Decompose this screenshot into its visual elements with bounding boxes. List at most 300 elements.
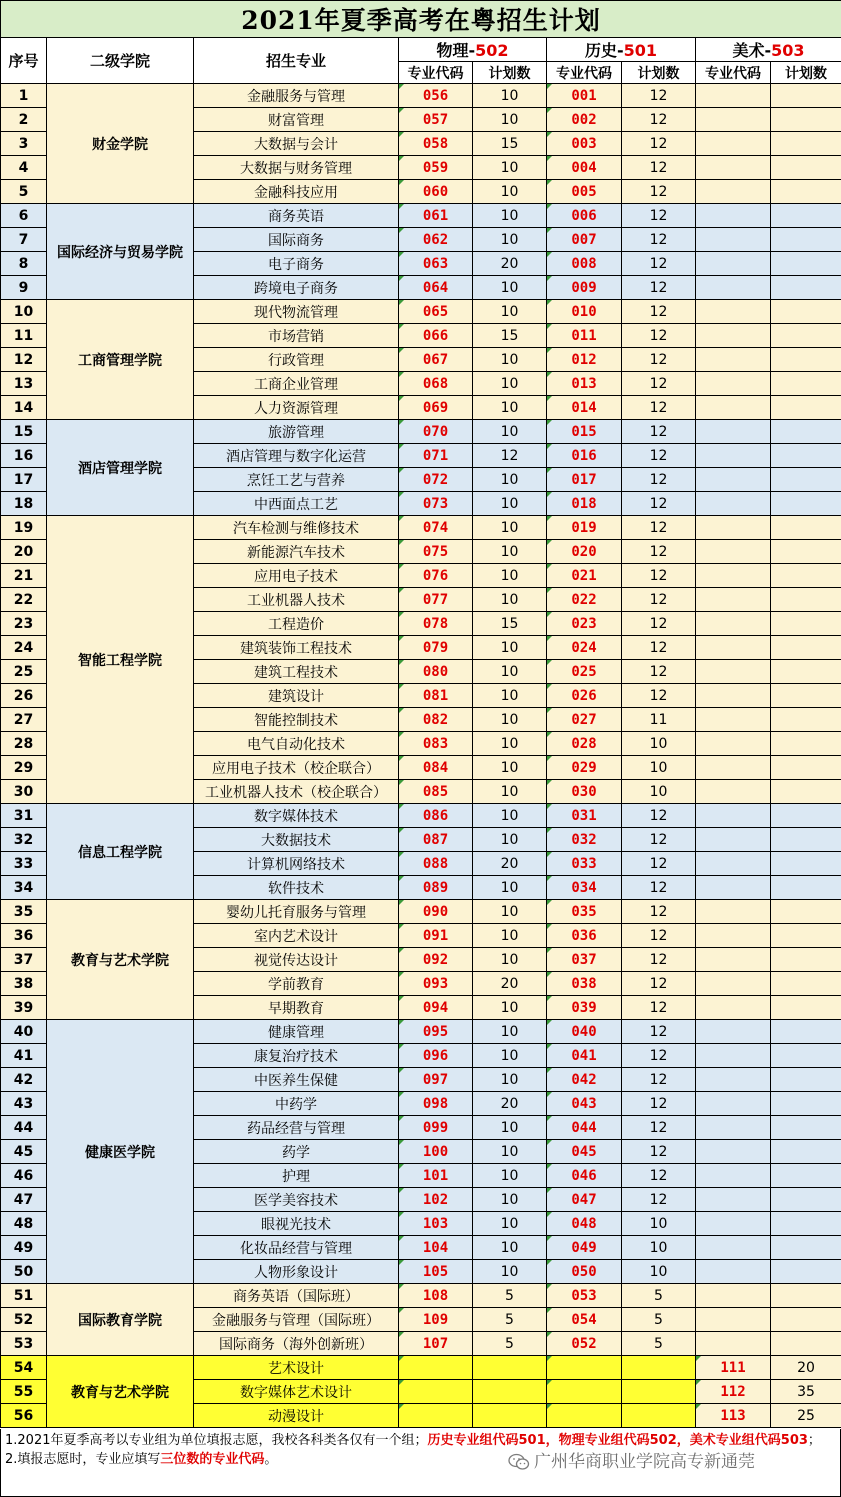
art-plan: 25 xyxy=(771,1404,841,1428)
history-plan: 12 xyxy=(622,924,696,948)
row-index: 14 xyxy=(1,396,47,420)
physics-plan: 10 xyxy=(473,708,547,732)
header-major: 招生专业 xyxy=(194,38,399,84)
physics-plan: 10 xyxy=(473,660,547,684)
watermark-text: 广州华商职业学院高专新通莞 xyxy=(534,1452,755,1472)
physics-plan: 10 xyxy=(473,396,547,420)
art-code xyxy=(696,708,771,732)
history-code: 014 xyxy=(547,396,622,420)
art-plan xyxy=(771,636,841,660)
college-name: 国际教育学院 xyxy=(47,1284,194,1356)
major-name: 工程造价 xyxy=(194,612,399,636)
art-code xyxy=(696,612,771,636)
physics-plan: 10 xyxy=(473,876,547,900)
history-code: 030 xyxy=(547,780,622,804)
history-plan: 10 xyxy=(622,756,696,780)
note-text: ； xyxy=(807,1433,821,1448)
art-plan xyxy=(771,348,841,372)
physics-plan: 5 xyxy=(473,1332,547,1356)
physics-code: 065 xyxy=(399,300,473,324)
row-index: 39 xyxy=(1,996,47,1020)
physics-code: 068 xyxy=(399,372,473,396)
art-code xyxy=(696,684,771,708)
history-plan: 12 xyxy=(622,156,696,180)
art-plan xyxy=(771,84,841,108)
history-code: 043 xyxy=(547,1092,622,1116)
history-code: 005 xyxy=(547,180,622,204)
row-index: 7 xyxy=(1,228,47,252)
major-name: 新能源汽车技术 xyxy=(194,540,399,564)
major-name: 酒店管理与数字化运营 xyxy=(194,444,399,468)
art-plan xyxy=(771,1068,841,1092)
major-name: 动漫设计 xyxy=(194,1404,399,1428)
history-plan: 11 xyxy=(622,708,696,732)
art-code xyxy=(696,660,771,684)
history-code: 001 xyxy=(547,84,622,108)
history-code: 047 xyxy=(547,1188,622,1212)
row-index: 18 xyxy=(1,492,47,516)
physics-code: 109 xyxy=(399,1308,473,1332)
note-text: 2.填报志愿时，专业应填写 xyxy=(5,1452,161,1467)
art-plan xyxy=(771,564,841,588)
art-plan xyxy=(771,972,841,996)
art-code xyxy=(696,1332,771,1356)
major-name: 金融科技应用 xyxy=(194,180,399,204)
art-plan xyxy=(771,780,841,804)
art-plan xyxy=(771,756,841,780)
major-name: 市场营销 xyxy=(194,324,399,348)
history-code: 010 xyxy=(547,300,622,324)
art-code xyxy=(696,516,771,540)
physics-code: 071 xyxy=(399,444,473,468)
art-code xyxy=(696,396,771,420)
row-index: 34 xyxy=(1,876,47,900)
physics-code: 060 xyxy=(399,180,473,204)
note-highlight: 三位数的专业代码 xyxy=(160,1452,265,1467)
physics-code: 082 xyxy=(399,708,473,732)
art-plan xyxy=(771,924,841,948)
table-row xyxy=(1,804,841,828)
physics-plan: 5 xyxy=(473,1284,547,1308)
physics-code: 097 xyxy=(399,1068,473,1092)
college-name: 教育与艺术学院 xyxy=(47,1356,194,1428)
table-row xyxy=(1,84,841,108)
group-label: 历史- xyxy=(584,41,624,60)
college-name: 酒店管理学院 xyxy=(47,420,194,516)
art-code xyxy=(696,1092,771,1116)
art-plan xyxy=(771,852,841,876)
major-name: 应用电子技术（校企联合） xyxy=(194,756,399,780)
history-code: 053 xyxy=(547,1284,622,1308)
history-plan: 12 xyxy=(622,204,696,228)
row-index: 1 xyxy=(1,84,47,108)
physics-plan: 15 xyxy=(473,612,547,636)
major-name: 金融服务与管理（国际班） xyxy=(194,1308,399,1332)
note-highlight: 历史专业组代码501，物理专业组代码502，美术专业组代码503 xyxy=(427,1433,808,1448)
row-index: 32 xyxy=(1,828,47,852)
major-name: 国际商务（海外创新班） xyxy=(194,1332,399,1356)
physics-plan: 20 xyxy=(473,1092,547,1116)
row-index: 2 xyxy=(1,108,47,132)
major-name: 婴幼儿托育服务与管理 xyxy=(194,900,399,924)
art-plan xyxy=(771,1092,841,1116)
art-plan xyxy=(771,372,841,396)
row-index: 29 xyxy=(1,756,47,780)
art-plan xyxy=(771,132,841,156)
physics-code: 076 xyxy=(399,564,473,588)
history-code: 004 xyxy=(547,156,622,180)
art-code xyxy=(696,444,771,468)
art-code xyxy=(696,876,771,900)
physics-code: 105 xyxy=(399,1260,473,1284)
physics-code: 064 xyxy=(399,276,473,300)
physics-plan: 10 xyxy=(473,468,547,492)
row-index: 10 xyxy=(1,300,47,324)
row-index: 24 xyxy=(1,636,47,660)
history-plan: 12 xyxy=(622,468,696,492)
major-name: 工业机器人技术（校企联合） xyxy=(194,780,399,804)
history-plan: 12 xyxy=(622,636,696,660)
major-name: 健康管理 xyxy=(194,1020,399,1044)
art-plan xyxy=(771,1164,841,1188)
row-index: 44 xyxy=(1,1116,47,1140)
art-plan xyxy=(771,180,841,204)
art-code xyxy=(696,1116,771,1140)
major-name: 化妆品经营与管理 xyxy=(194,1236,399,1260)
major-name: 应用电子技术 xyxy=(194,564,399,588)
history-plan xyxy=(622,1380,696,1404)
history-code xyxy=(547,1356,622,1380)
college-name: 信息工程学院 xyxy=(47,804,194,900)
physics-code: 087 xyxy=(399,828,473,852)
physics-code: 067 xyxy=(399,348,473,372)
college-name: 工商管理学院 xyxy=(47,300,194,420)
physics-plan: 10 xyxy=(473,1212,547,1236)
table-row xyxy=(1,204,841,228)
row-index: 42 xyxy=(1,1068,47,1092)
physics-plan: 10 xyxy=(473,300,547,324)
row-index: 21 xyxy=(1,564,47,588)
physics-code: 100 xyxy=(399,1140,473,1164)
physics-plan: 10 xyxy=(473,636,547,660)
art-plan xyxy=(771,1236,841,1260)
history-code xyxy=(547,1380,622,1404)
wechat-icon xyxy=(508,1453,530,1471)
art-plan xyxy=(771,1044,841,1068)
art-plan xyxy=(771,108,841,132)
physics-code: 062 xyxy=(399,228,473,252)
history-plan: 10 xyxy=(622,732,696,756)
row-index: 25 xyxy=(1,660,47,684)
art-plan xyxy=(771,540,841,564)
art-code xyxy=(696,228,771,252)
major-name: 大数据技术 xyxy=(194,828,399,852)
history-code: 032 xyxy=(547,828,622,852)
physics-plan: 10 xyxy=(473,756,547,780)
row-index: 9 xyxy=(1,276,47,300)
physics-code: 094 xyxy=(399,996,473,1020)
physics-code: 095 xyxy=(399,1020,473,1044)
history-code: 012 xyxy=(547,348,622,372)
physics-code: 090 xyxy=(399,900,473,924)
major-name: 中医养生保健 xyxy=(194,1068,399,1092)
row-index: 22 xyxy=(1,588,47,612)
art-plan: 35 xyxy=(771,1380,841,1404)
physics-plan: 20 xyxy=(473,852,547,876)
major-name: 金融服务与管理 xyxy=(194,84,399,108)
art-code xyxy=(696,108,771,132)
art-plan xyxy=(771,1332,841,1356)
physics-plan xyxy=(473,1380,547,1404)
physics-plan: 10 xyxy=(473,228,547,252)
history-code xyxy=(547,1404,622,1428)
major-name: 软件技术 xyxy=(194,876,399,900)
history-plan: 12 xyxy=(622,348,696,372)
history-code: 017 xyxy=(547,468,622,492)
major-name: 建筑装饰工程技术 xyxy=(194,636,399,660)
header-group-history xyxy=(547,38,696,62)
major-name: 国际商务 xyxy=(194,228,399,252)
major-name: 早期教育 xyxy=(194,996,399,1020)
art-code xyxy=(696,420,771,444)
row-index: 49 xyxy=(1,1236,47,1260)
art-code xyxy=(696,1068,771,1092)
history-plan: 12 xyxy=(622,1116,696,1140)
history-plan: 12 xyxy=(622,108,696,132)
college-name: 教育与艺术学院 xyxy=(47,900,194,1020)
physics-plan: 10 xyxy=(473,1020,547,1044)
art-code xyxy=(696,348,771,372)
history-code: 013 xyxy=(547,372,622,396)
row-index: 35 xyxy=(1,900,47,924)
history-code: 020 xyxy=(547,540,622,564)
row-index: 54 xyxy=(1,1356,47,1380)
row-index: 12 xyxy=(1,348,47,372)
physics-plan: 10 xyxy=(473,420,547,444)
art-code xyxy=(696,540,771,564)
physics-code: 086 xyxy=(399,804,473,828)
physics-code: 104 xyxy=(399,1236,473,1260)
art-code xyxy=(696,1020,771,1044)
physics-code: 070 xyxy=(399,420,473,444)
physics-plan: 10 xyxy=(473,516,547,540)
physics-plan: 10 xyxy=(473,204,547,228)
art-plan xyxy=(771,900,841,924)
art-code xyxy=(696,900,771,924)
table-row xyxy=(1,516,841,540)
art-code xyxy=(696,996,771,1020)
history-code: 002 xyxy=(547,108,622,132)
row-index: 53 xyxy=(1,1332,47,1356)
physics-plan: 10 xyxy=(473,1164,547,1188)
history-plan: 12 xyxy=(622,1140,696,1164)
note-text: 。 xyxy=(264,1452,278,1467)
row-index: 36 xyxy=(1,924,47,948)
history-plan: 5 xyxy=(622,1284,696,1308)
row-index: 51 xyxy=(1,1284,47,1308)
art-code xyxy=(696,1188,771,1212)
physics-plan xyxy=(473,1404,547,1428)
history-plan: 12 xyxy=(622,972,696,996)
history-plan: 12 xyxy=(622,276,696,300)
art-code xyxy=(696,588,771,612)
header-group-physics xyxy=(399,38,547,62)
row-index: 26 xyxy=(1,684,47,708)
art-plan xyxy=(771,156,841,180)
physics-code: 058 xyxy=(399,132,473,156)
physics-plan: 10 xyxy=(473,372,547,396)
art-code xyxy=(696,156,771,180)
header-code: 专业代码 xyxy=(696,62,771,84)
row-index: 20 xyxy=(1,540,47,564)
physics-code: 093 xyxy=(399,972,473,996)
history-code: 037 xyxy=(547,948,622,972)
major-name: 康复治疗技术 xyxy=(194,1044,399,1068)
physics-code xyxy=(399,1404,473,1428)
physics-code: 075 xyxy=(399,540,473,564)
history-plan: 12 xyxy=(622,84,696,108)
physics-plan: 10 xyxy=(473,1068,547,1092)
physics-plan: 10 xyxy=(473,684,547,708)
history-plan: 5 xyxy=(622,1308,696,1332)
college-name: 智能工程学院 xyxy=(47,516,194,804)
history-code: 031 xyxy=(547,804,622,828)
college-name: 健康医学院 xyxy=(47,1020,194,1284)
physics-plan: 10 xyxy=(473,348,547,372)
physics-plan: 10 xyxy=(473,924,547,948)
major-name: 工业机器人技术 xyxy=(194,588,399,612)
history-plan: 10 xyxy=(622,1260,696,1284)
header-index: 序号 xyxy=(1,38,47,84)
history-plan: 12 xyxy=(622,588,696,612)
major-name: 数字媒体艺术设计 xyxy=(194,1380,399,1404)
physics-code: 063 xyxy=(399,252,473,276)
art-code xyxy=(696,276,771,300)
history-plan: 12 xyxy=(622,180,696,204)
art-plan xyxy=(771,300,841,324)
physics-plan: 20 xyxy=(473,972,547,996)
row-index: 48 xyxy=(1,1212,47,1236)
history-code: 011 xyxy=(547,324,622,348)
art-code xyxy=(696,132,771,156)
art-code xyxy=(696,1236,771,1260)
row-index: 31 xyxy=(1,804,47,828)
row-index: 23 xyxy=(1,612,47,636)
history-plan: 10 xyxy=(622,1212,696,1236)
art-code xyxy=(696,1308,771,1332)
physics-code: 102 xyxy=(399,1188,473,1212)
table-row xyxy=(1,420,841,444)
art-code xyxy=(696,1212,771,1236)
history-code: 033 xyxy=(547,852,622,876)
art-plan xyxy=(771,588,841,612)
history-plan: 12 xyxy=(622,852,696,876)
physics-code: 091 xyxy=(399,924,473,948)
art-code xyxy=(696,852,771,876)
history-plan: 12 xyxy=(622,660,696,684)
art-code xyxy=(696,1284,771,1308)
history-plan: 12 xyxy=(622,1044,696,1068)
group-label: 美术- xyxy=(732,41,772,60)
major-name: 智能控制技术 xyxy=(194,708,399,732)
art-plan xyxy=(771,468,841,492)
history-code: 048 xyxy=(547,1212,622,1236)
major-name: 人物形象设计 xyxy=(194,1260,399,1284)
history-code: 046 xyxy=(547,1164,622,1188)
group-code: 501 xyxy=(623,41,658,60)
major-name: 护理 xyxy=(194,1164,399,1188)
history-code: 016 xyxy=(547,444,622,468)
art-code xyxy=(696,804,771,828)
major-name: 中药学 xyxy=(194,1092,399,1116)
major-name: 医学美容技术 xyxy=(194,1188,399,1212)
table-row xyxy=(1,900,841,924)
art-plan xyxy=(771,1188,841,1212)
physics-code: 101 xyxy=(399,1164,473,1188)
physics-plan: 10 xyxy=(473,1116,547,1140)
page-title: 2021年夏季高考在粤招生计划 xyxy=(1,1,841,38)
college-name: 财金学院 xyxy=(47,84,194,204)
physics-code: 092 xyxy=(399,948,473,972)
history-plan: 12 xyxy=(622,396,696,420)
art-code xyxy=(696,324,771,348)
major-name: 药学 xyxy=(194,1140,399,1164)
history-code: 026 xyxy=(547,684,622,708)
row-index: 28 xyxy=(1,732,47,756)
physics-code: 057 xyxy=(399,108,473,132)
table-body xyxy=(1,84,841,1428)
art-code xyxy=(696,1044,771,1068)
row-index: 56 xyxy=(1,1404,47,1428)
major-name: 商务英语 xyxy=(194,204,399,228)
history-code: 041 xyxy=(547,1044,622,1068)
history-plan: 12 xyxy=(622,684,696,708)
row-index: 11 xyxy=(1,324,47,348)
row-index: 38 xyxy=(1,972,47,996)
art-plan xyxy=(771,396,841,420)
history-plan: 12 xyxy=(622,1020,696,1044)
history-code: 018 xyxy=(547,492,622,516)
major-name: 汽车检测与维修技术 xyxy=(194,516,399,540)
physics-code: 103 xyxy=(399,1212,473,1236)
history-plan: 12 xyxy=(622,564,696,588)
row-index: 5 xyxy=(1,180,47,204)
history-plan: 12 xyxy=(622,828,696,852)
history-plan: 12 xyxy=(622,612,696,636)
history-code: 006 xyxy=(547,204,622,228)
physics-plan: 10 xyxy=(473,1260,547,1284)
history-plan: 12 xyxy=(622,300,696,324)
art-plan xyxy=(771,1140,841,1164)
art-code xyxy=(696,948,771,972)
art-code xyxy=(696,84,771,108)
physics-plan: 10 xyxy=(473,540,547,564)
art-plan xyxy=(771,804,841,828)
note-text: 1.2021年夏季高考以专业组为单位填报志愿，我校各科类各仅有一个组； xyxy=(5,1433,428,1448)
art-code xyxy=(696,972,771,996)
art-plan xyxy=(771,612,841,636)
major-name: 学前教育 xyxy=(194,972,399,996)
group-label: 物理- xyxy=(436,41,476,60)
physics-code: 061 xyxy=(399,204,473,228)
row-index: 33 xyxy=(1,852,47,876)
art-code xyxy=(696,732,771,756)
art-plan xyxy=(771,324,841,348)
history-code: 025 xyxy=(547,660,622,684)
major-name: 烹饪工艺与营养 xyxy=(194,468,399,492)
major-name: 室内艺术设计 xyxy=(194,924,399,948)
history-plan: 12 xyxy=(622,372,696,396)
